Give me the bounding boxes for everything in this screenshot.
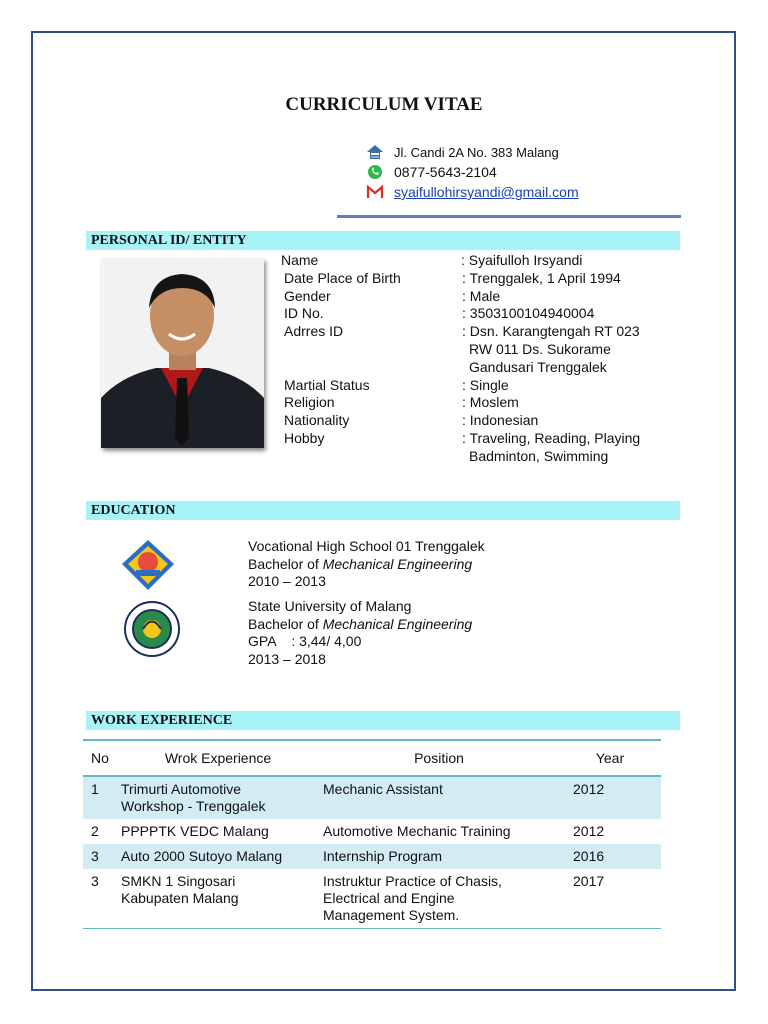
personal-value: : Trenggalek, 1 April 1994	[462, 269, 621, 286]
whatsapp-icon	[366, 164, 384, 180]
degree-major: Mechanical Engineering	[322, 615, 473, 632]
cell-no-line: 3	[91, 848, 99, 864]
contact-email	[366, 184, 579, 200]
cell-experience	[117, 869, 319, 929]
table-row	[83, 844, 661, 869]
personal-label: Nationality	[284, 412, 350, 429]
table-header-row	[83, 740, 661, 776]
personal-label: Religion	[284, 394, 335, 411]
table-row	[83, 869, 661, 929]
personal-label: Hobby	[284, 430, 325, 446]
column-header-position: Position	[319, 740, 559, 776]
table-row	[83, 819, 661, 844]
cell-position	[319, 844, 559, 869]
profile-photo	[101, 258, 264, 448]
school-name: Vocational High School 01 Trenggalek	[248, 538, 485, 554]
column-header-no: No	[83, 740, 117, 776]
cell-year-line: 2012	[573, 781, 605, 797]
cell-year	[559, 844, 661, 869]
cell-position-line: Electrical and Engine	[323, 890, 455, 906]
contact-divider	[337, 215, 681, 218]
cell-experience-line: Kabupaten Malang	[121, 890, 239, 906]
personal-value: RW 011 Ds. Sukorame	[469, 341, 611, 357]
cell-experience	[117, 844, 319, 869]
education-item	[248, 538, 485, 591]
cell-experience	[117, 776, 319, 819]
cell-position-line: Automotive Mechanic Training	[323, 823, 511, 839]
page-title: CURRICULUM VITAE	[285, 94, 483, 115]
cell-year-line: 2016	[573, 848, 605, 864]
cell-position-line: Internship Program	[323, 848, 443, 864]
phone-text: 0877-5643-2104	[394, 164, 497, 180]
cell-experience-line: SMKN 1 Singosari	[121, 873, 236, 889]
degree	[248, 616, 472, 634]
cell-position-line: Mechanic Assistant	[323, 781, 443, 797]
personal-value: Gandusari Trenggalek	[469, 358, 607, 375]
personal-label: Name	[281, 252, 319, 268]
contact-address	[366, 144, 559, 160]
degree-prefix: Bachelor of	[248, 555, 323, 572]
university-logo-icon	[123, 600, 181, 663]
column-header-experience: Wrok Experience	[117, 740, 319, 776]
cell-experience-line: PPPPTK VEDC Malang	[121, 823, 269, 839]
email-link[interactable]: syaifullohirsyandi@gmail.com	[394, 184, 579, 200]
personal-value: : Syaifulloh Irsyandi	[461, 252, 583, 268]
personal-section-heading: PERSONAL ID/ ENTITY	[86, 231, 680, 250]
gmail-icon	[366, 184, 384, 200]
cell-year	[559, 776, 661, 819]
personal-value: Badminton, Swimming	[469, 447, 609, 464]
cell-no	[83, 869, 117, 929]
degree-prefix: Bachelor of	[248, 615, 323, 632]
cell-no-line: 1	[91, 781, 99, 797]
cell-experience	[117, 819, 319, 844]
personal-label: Gender	[284, 287, 331, 304]
personal-value: : Indonesian	[462, 412, 539, 429]
work-section-heading: WORK EXPERIENCE	[86, 711, 680, 730]
gpa: GPA : 3,44/ 4,00	[248, 633, 362, 649]
school-name: State University of Malang	[248, 598, 412, 614]
school-logo-icon	[120, 538, 176, 597]
education-section-heading: EDUCATION	[86, 501, 680, 520]
cell-no-line: 3	[91, 873, 99, 889]
personal-value: : Traveling, Reading, Playing	[462, 430, 641, 446]
education-item	[248, 598, 472, 668]
cell-no	[83, 844, 117, 869]
personal-label: ID No.	[284, 305, 324, 322]
column-header-year: Year	[559, 740, 661, 776]
study-years: 2013 – 2018	[248, 650, 326, 667]
address-text: Jl. Candi 2A No. 383 Malang	[394, 144, 559, 160]
cell-year	[559, 819, 661, 844]
contact-phone	[366, 164, 497, 180]
cell-no-line: 2	[91, 823, 99, 839]
personal-value: : Single	[462, 376, 509, 393]
personal-label: Martial Status	[284, 376, 370, 393]
degree	[248, 556, 485, 574]
personal-label: Adrres ID	[284, 323, 344, 340]
personal-value: : Dsn. Karangtengah RT 023	[462, 323, 640, 340]
work-table	[83, 739, 661, 929]
cell-experience-line: Trimurti Automotive	[121, 781, 242, 797]
cell-experience-line: Workshop - Trenggalek	[121, 798, 266, 814]
cell-year-line: 2017	[573, 873, 605, 889]
personal-value: : Male	[462, 287, 501, 304]
cell-year	[559, 869, 661, 929]
cell-position	[319, 776, 559, 819]
cell-experience-line: Auto 2000 Sutoyo Malang	[121, 848, 283, 864]
degree-major: Mechanical Engineering	[322, 555, 473, 572]
table-row	[83, 776, 661, 819]
cell-no	[83, 776, 117, 819]
personal-label: Date Place of Birth	[284, 269, 401, 286]
personal-value: : Moslem	[462, 394, 519, 411]
study-years: 2010 – 2013	[248, 573, 326, 589]
personal-value: : 3503100104940004	[462, 305, 595, 322]
cell-no	[83, 819, 117, 844]
cell-position-line: Instruktur Practice of Chasis,	[323, 873, 502, 889]
home-icon	[366, 144, 384, 160]
cell-position	[319, 819, 559, 844]
cell-position-line: Management System.	[323, 907, 460, 923]
cell-year-line: 2012	[573, 823, 605, 839]
cell-position	[319, 869, 559, 929]
